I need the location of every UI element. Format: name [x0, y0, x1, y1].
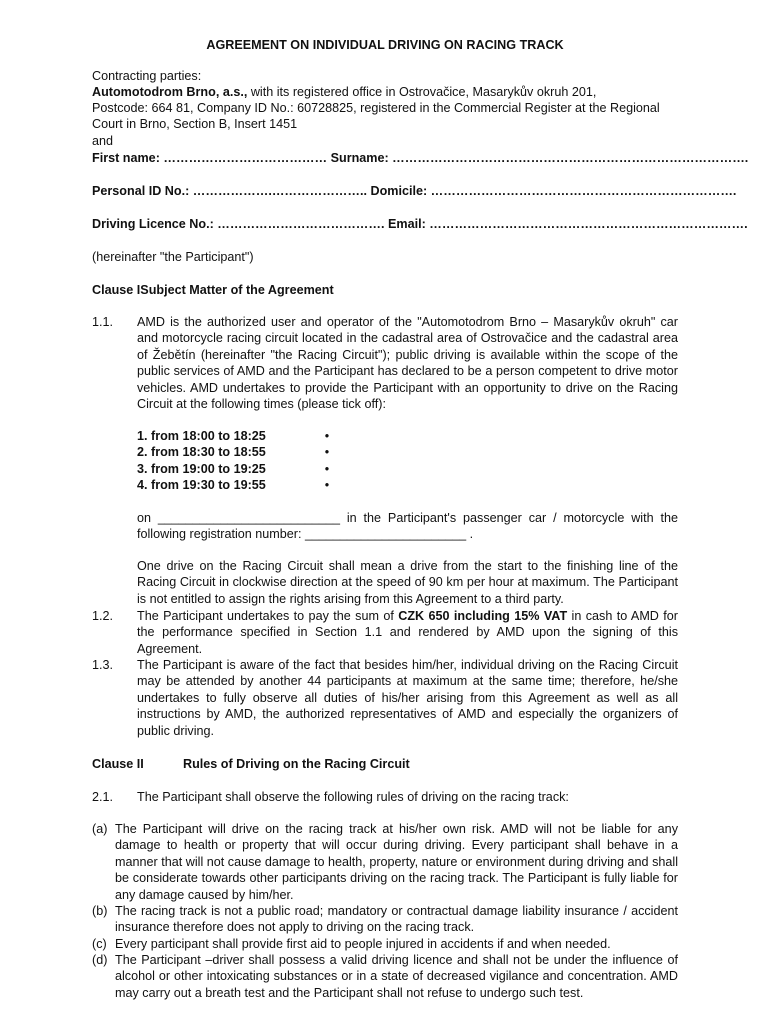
company-name: Automotodrom Brno, a.s.,	[92, 85, 248, 99]
clause-1-heading: Clause ISubject Matter of the Agreement	[92, 283, 334, 297]
document-title: AGREEMENT ON INDIVIDUAL DRIVING ON RACING TRACK	[206, 38, 564, 52]
section-1-2-number: 1.2.	[92, 609, 114, 623]
clause-2-heading	[92, 756, 678, 772]
section-2-1-number: 2.1.	[92, 790, 114, 804]
time-slot-label: 4. from 19:30 to 19:55	[137, 478, 266, 493]
rule-item-d	[92, 952, 678, 1018]
rule-item-b	[92, 903, 678, 936]
rule-item-label: (c)	[92, 937, 107, 951]
parties-heading: Contracting parties:	[92, 69, 202, 83]
tick-bullet-icon[interactable]: •	[324, 461, 330, 476]
rule-item-label: (a)	[92, 822, 108, 836]
time-slot-label: 1. from 18:00 to 18:25	[137, 429, 266, 443]
section-2-1-text: The Participant shall observe the following rules of driving on the racing track:	[137, 790, 569, 804]
tick-bullet-icon[interactable]: •	[324, 445, 330, 460]
company-line	[92, 84, 678, 100]
time-slot[interactable]	[137, 477, 678, 493]
rule-item-c	[92, 936, 678, 953]
company-address: with its registered office in Ostrovačice, Masarykův okruh 201,	[247, 85, 597, 99]
payment-text-start: The Participant undertakes to pay the sum of	[137, 609, 399, 623]
company-registration: Postcode: 664 81, Company ID No.: 60728825, registered in the Commercial Register at the Regional Court in Brno, Section B, Insert 1451	[92, 101, 660, 132]
rule-item-a	[92, 821, 678, 903]
clause-2-title: Rules of Driving on the Racing Circuit	[183, 757, 410, 771]
rule-item-text: Every participant shall provide first aid to people injured in accidents if and when needed.	[115, 937, 611, 951]
clause-2-label: Clause II	[92, 757, 144, 771]
tick-bullet-icon[interactable]: •	[324, 478, 330, 493]
rule-item-label: (b)	[92, 904, 108, 918]
rule-item-text: The Participant will drive on the racing track at his/her own risk. AMD will not be liable for any damage to health or property that will occur during driving. Every participant shall behave in a manner that will not cause damage to health, property, nature or environment during driving and shall be considerate towards other participants driving on the racing track. The Participant is fully liable for any damage caused by him/her.	[115, 822, 678, 902]
rule-item-label: (d)	[92, 953, 108, 967]
section-1-3-text: The Participant is aware of the fact that besides him/her, individual driving on the Racing Circuit may be attended by another 44 participants at maximum at the same time; therefore, he/she undertakes to fully observe all duties of his/her arising from this Agreement as well as all instructions by AMD, the authorized representatives of AMD and especially the organizers of public driving.	[137, 658, 678, 738]
rule-item-text: The Participant –driver shall possess a valid driving licence and shall not be under the influence of alcohol or other intoxicating substances or in a state of decreased vigilance and concentration. AMD may carry out a breath test and the Participant shall not refuse to undergo such test.	[115, 953, 678, 1000]
time-slot-label: 2. from 18:30 to 18:55	[137, 445, 266, 460]
tick-bullet-icon[interactable]: •	[324, 429, 330, 443]
personal-id-field-line: Personal ID No.: ……………….………………….. Domicile: ……………………………………………………………….	[92, 184, 737, 198]
section-1-1-number: 1.1.	[92, 315, 114, 329]
section-1-2-text	[137, 608, 678, 657]
payment-text-end: in cash to AMD for the performance specified in Section 1.1 and rendered by AMD upon the signing of this Agreement.	[137, 609, 678, 656]
time-slot[interactable]	[137, 428, 678, 444]
date-and-registration-line: on __________________________ in the Participant's passenger car / motorcycle with the following registration number: _______________________ .	[137, 511, 678, 542]
section-1-3-number: 1.3.	[92, 658, 114, 672]
rule-item-text: The racing track is not a public road; mandatory or contractual damage liability insurance / accident insurance therefore does not apply to driving on the racing track.	[115, 904, 678, 935]
licence-field-line: Driving Licence No.: …………………………………. Email: ………………………………………………………………….	[92, 217, 748, 231]
time-slot[interactable]	[137, 444, 678, 460]
one-drive-definition: One drive on the Racing Circuit shall mean a drive from the start to the finishing line of the Racing Circuit in clockwise direction at the speed of 90 km per hour at maximum. The Participant is not entitled to assign the rights arising from this Agreement to a third party.	[137, 559, 678, 606]
time-slot[interactable]	[137, 461, 678, 477]
name-field-line: First name: ………………………………… Surname: ………………………………………………………………………….	[92, 151, 749, 165]
hereinafter-text: (hereinafter "the Participant")	[92, 250, 254, 264]
payment-amount: CZK 650 including 15% VAT	[398, 609, 568, 623]
time-slot-list	[137, 428, 678, 494]
section-1-1-text: AMD is the authorized user and operator of the "Automotodrom Brno – Masarykův okruh" car and motorcycle racing circuit located in the cadastral area of Ostrovačice and the cadastral area of Žebětín (hereinafter "the Racing Circuit"); public driving is available within the scope of the public services of AMD and the Participant has declared to be a person competent to drive motor vehicles. AMD undertakes to provide the Participant with an opportunity to drive on the Racing Circuit at the following times (please tick off):	[137, 315, 678, 412]
time-slot-label: 3. from 19:00 to 19:25	[137, 461, 266, 476]
and-text: and	[92, 134, 114, 148]
